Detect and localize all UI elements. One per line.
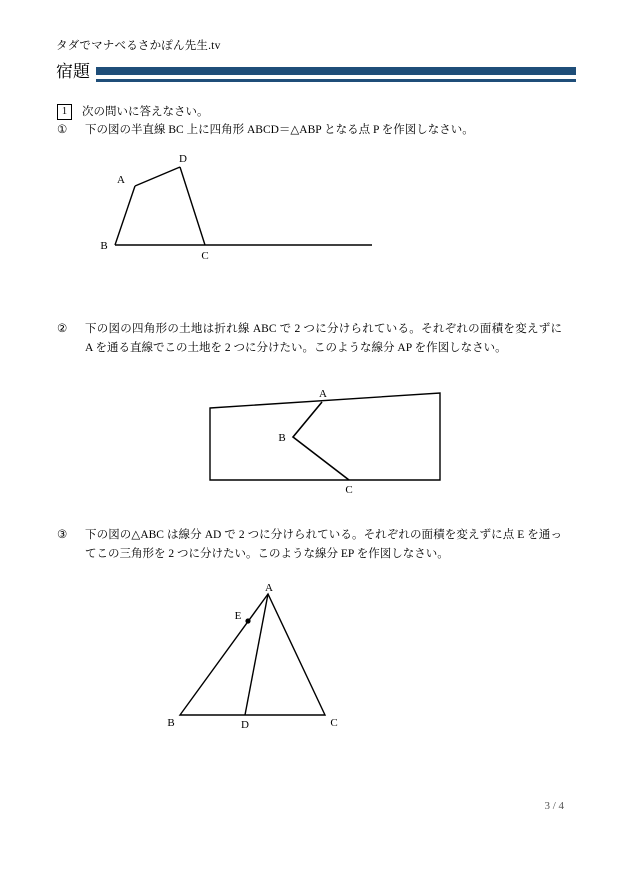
item-marker: ③: [57, 529, 68, 541]
item-marker: ①: [57, 124, 68, 136]
page-number: 3 / 4: [544, 800, 564, 812]
label-a: A: [117, 174, 125, 186]
section-heading-text: 宿題: [56, 62, 90, 81]
point-e-marker: [245, 618, 250, 623]
item-text: 下の図の△ABC は線分 AD で 2 つに分けられている。それぞれの面積を変えずに点 E を通ってこの三角形を 2 つに分けたい。このような線分 EP を作図しなさい。: [85, 529, 562, 560]
problem-item-3: [57, 526, 562, 564]
label-d: D: [179, 153, 187, 165]
section-heading: [56, 60, 576, 86]
figure-quadrilateral-abcd-with-ray: [95, 150, 395, 265]
label-c: C: [201, 250, 209, 262]
problem-set-lead: 次の問いに答えなさい。: [82, 106, 209, 118]
problem-number-box: 1: [57, 104, 72, 120]
label-a: A: [319, 388, 327, 400]
item-marker: ②: [57, 323, 68, 335]
label-c: C: [345, 484, 353, 496]
polyline-abc: [293, 402, 349, 480]
problem-item-2: [57, 320, 562, 358]
label-b: B: [167, 717, 175, 729]
problem-item-1: [57, 121, 557, 140]
label-a: A: [265, 583, 273, 594]
heading-rule-thick: [96, 67, 576, 75]
site-title: タダでマナべるさかぽん先生.tv: [56, 40, 221, 52]
triangle-abc: [180, 594, 325, 715]
label-b: B: [278, 432, 286, 444]
land-boundary: [210, 393, 440, 480]
figure-quadrilateral-land: [198, 383, 458, 498]
segment-ba: [115, 186, 135, 245]
item-text: 下の図の四角形の土地は折れ線 ABC で 2 つに分けられている。それぞれの面積を変えずに A を通る直線でこの土地を 2 つに分けたい。このような線分 AP を作図しなさい。: [85, 323, 562, 354]
segment-ad: [245, 594, 268, 715]
figure-triangle-abc: [158, 583, 358, 733]
item-text: 下の図の半直線 BC 上に四角形 ABCD＝△ABP となる点 P を作図しなさい。: [85, 124, 474, 136]
label-e: E: [234, 610, 242, 622]
label-c: C: [330, 717, 338, 729]
segment-ad: [135, 167, 180, 186]
segment-dc: [180, 167, 205, 245]
heading-rule-thin: [96, 79, 576, 82]
label-b: B: [100, 240, 108, 252]
label-d: D: [241, 719, 249, 731]
